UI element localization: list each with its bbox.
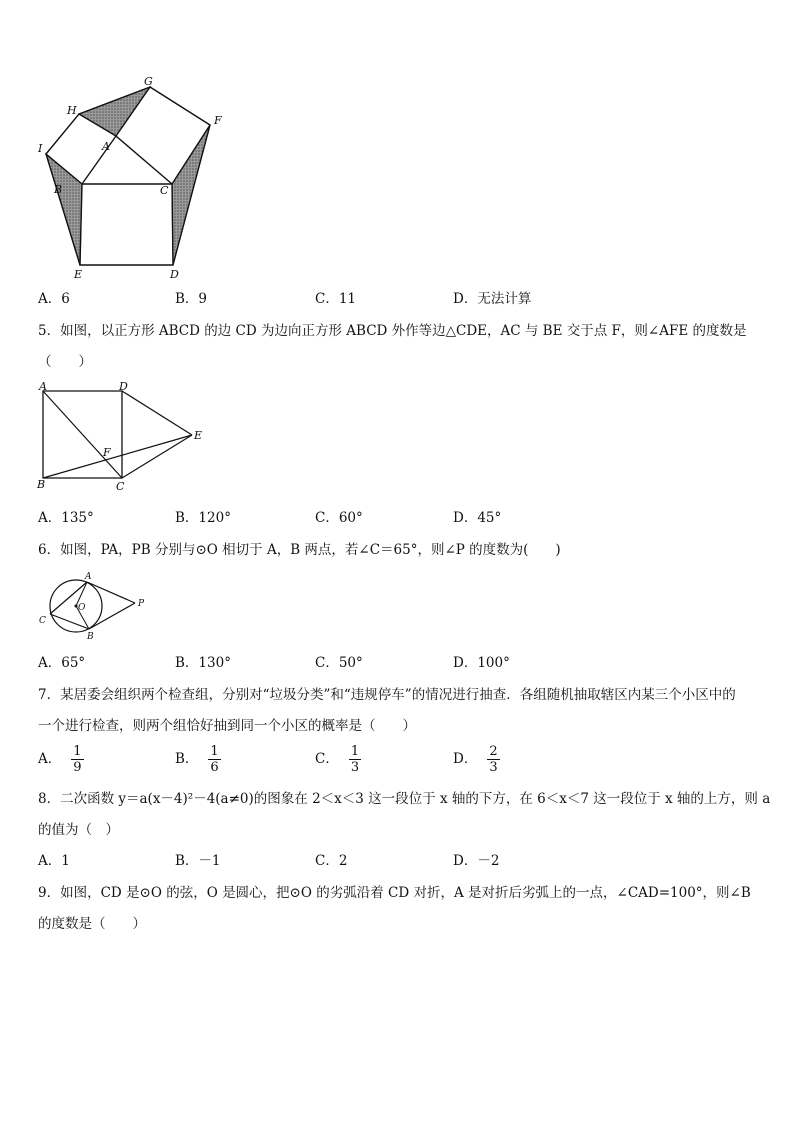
q5-label-c: C xyxy=(116,480,125,493)
q7-option-b-fraction xyxy=(208,744,220,775)
q9-stem-line2: 的度数是（ ） xyxy=(38,916,146,932)
q7-option-c-numerator: 1 xyxy=(350,744,360,759)
q4-option-b: B．9 xyxy=(175,291,208,307)
q7-option-c-denominator: 3 xyxy=(350,760,360,775)
q4-label-d: D xyxy=(170,268,179,281)
q7-option-a-denominator: 9 xyxy=(73,760,82,775)
q4-option-a: A．6 xyxy=(38,291,70,307)
q6-label-p: P xyxy=(138,599,145,609)
q6-label-o: O xyxy=(78,603,86,613)
q4-option-d: D．无法计算 xyxy=(453,291,532,307)
q4-label-a: A xyxy=(102,140,110,153)
q7-option-b xyxy=(175,744,221,775)
q4-label-h: H xyxy=(67,104,77,117)
q8-option-a: A．1 xyxy=(38,853,70,869)
q9-stem-line1: 9．如图，CD 是⊙O 的弦，O 是圆心，把⊙O 的劣弧沿着 CD 对折，A 是对折后劣弧上的一点，∠CAD=100°，则∠B xyxy=(38,885,751,901)
q5-label-f: F xyxy=(103,446,111,459)
q5-option-a: A．135° xyxy=(38,510,94,526)
q4-label-f: F xyxy=(214,114,222,127)
q5-figure xyxy=(30,380,215,495)
q7-option-a xyxy=(38,744,84,775)
q6-option-c: C．50° xyxy=(315,655,363,671)
q7-option-b-letter: B． xyxy=(175,751,199,767)
q6-option-b: B．130° xyxy=(175,655,231,671)
q7-option-c-letter: C． xyxy=(315,751,339,767)
q6-option-a: A．65° xyxy=(38,655,86,671)
q5-option-b: B．120° xyxy=(175,510,231,526)
q7-option-c-fraction xyxy=(349,744,361,775)
q5-option-d: D．45° xyxy=(453,510,502,526)
q5-stem-line2: （ ） xyxy=(38,354,92,370)
q8-stem-line1: 8．二次函数 y＝a(x－4)²－4(a≠0)的图象在 2＜x＜3 这一段位于 x 轴的下方，在 6＜x＜7 这一段位于 x 轴的上方，则 a xyxy=(38,791,771,807)
q4-label-i: I xyxy=(38,142,43,155)
q7-option-d-denominator: 3 xyxy=(489,760,498,775)
q6-label-a: A xyxy=(85,572,92,582)
q4-label-b: B xyxy=(54,183,63,196)
q7-option-a-numerator: 1 xyxy=(73,744,82,759)
q7-stem-line2: 一个进行检查，则两个组恰好抽到同一个小区的概率是（ ） xyxy=(38,718,416,734)
q5-label-a: A xyxy=(39,380,47,393)
q7-option-d-letter: D． xyxy=(453,751,478,767)
q5-stem-line1: 5．如图，以正方形 ABCD 的边 CD 为边向正方形 ABCD 外作等边△CDE，AC 与 BE 交于点 F，则∠AFE 的度数是 xyxy=(38,323,747,339)
q6-stem: 6．如图，PA，PB 分别与⊙O 相切于 A，B 两点，若∠C＝65°，则∠P 的度数为( ) xyxy=(38,542,561,558)
q7-option-a-letter: A． xyxy=(38,751,62,767)
q5-label-e: E xyxy=(194,429,203,442)
q7-option-d-fraction xyxy=(487,744,499,775)
q6-label-b: B xyxy=(87,632,94,642)
q4-label-g: G xyxy=(144,75,153,88)
q6-option-d: D．100° xyxy=(453,655,510,671)
q7-option-b-denominator: 6 xyxy=(210,760,219,775)
q4-label-e: E xyxy=(74,268,83,281)
q6-label-c: C xyxy=(39,616,46,626)
q8-stem-line2: 的值为（ ） xyxy=(38,822,119,838)
q4-label-c: C xyxy=(160,184,169,197)
q5-label-d: D xyxy=(119,380,128,393)
q7-stem-line1: 7．某居委会组织两个检查组，分别对“垃圾分类”和“违规停车”的情况进行抽查．各组随机抽取辖区内某三个小区中的 xyxy=(38,687,736,703)
q4-figure xyxy=(30,72,230,282)
q7-option-d xyxy=(453,744,500,775)
q4-shaded-triangle-top xyxy=(79,87,150,136)
q7-option-c xyxy=(315,744,361,775)
q6-figure xyxy=(32,568,152,644)
q5-label-b: B xyxy=(37,478,46,491)
q5-option-c: C．60° xyxy=(315,510,363,526)
q8-option-c: C．2 xyxy=(315,853,348,869)
q7-option-b-numerator: 1 xyxy=(210,744,219,759)
q7-option-d-numerator: 2 xyxy=(489,744,498,759)
q8-option-b: B．－1 xyxy=(175,853,221,869)
q7-option-a-fraction xyxy=(71,744,83,775)
q8-option-d: D．－2 xyxy=(453,853,500,869)
q4-option-c: C．11 xyxy=(315,291,357,307)
